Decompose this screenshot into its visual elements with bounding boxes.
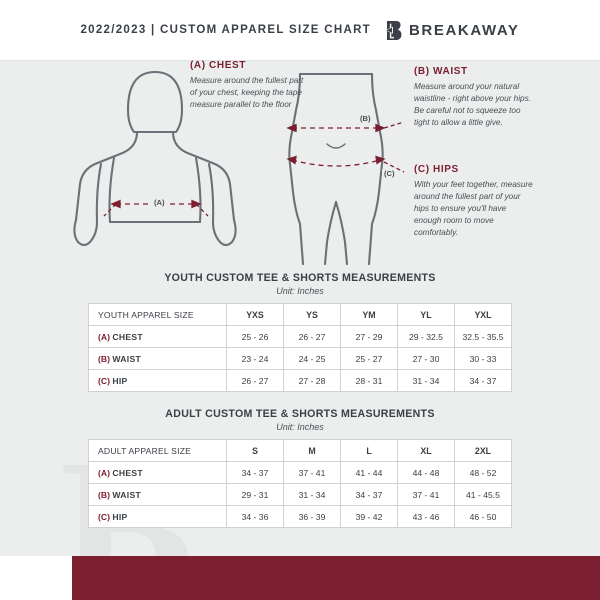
adult-hip-2xl: 46 - 50: [455, 506, 512, 528]
adult-row-chest-label: [89, 462, 227, 484]
adult-row-chest-name: CHEST: [112, 467, 143, 478]
adult-size-section: [88, 408, 512, 528]
youth-hip-yxl: 34 - 37: [455, 370, 512, 392]
youth-row-header: YOUTH APPAREL SIZE: [89, 304, 227, 326]
brand-lockup: [385, 20, 520, 41]
adult-waist-xl: 37 - 41: [398, 484, 455, 506]
adult-chest-s: 34 - 37: [227, 462, 284, 484]
footer-accent-bar: [72, 556, 600, 600]
adult-section-title: ADULT CUSTOM TEE & SHORTS MEASUREMENTS: [165, 408, 435, 420]
callout-chest: [190, 60, 310, 111]
tag-a: (A): [98, 331, 110, 342]
callout-chest-title: (A) CHEST: [190, 60, 246, 71]
tag-b: (B): [98, 489, 110, 500]
hips-measure-label: (C): [384, 169, 395, 178]
youth-chest-yl: 29 - 32.5: [398, 326, 455, 348]
adult-row-hip-label: [89, 506, 227, 528]
callout-chest-body: Measure around the fullest part of your chest, keeping the tape measure parallel to the floor: [190, 76, 304, 109]
adult-hip-m: 36 - 39: [284, 506, 341, 528]
table-row: [89, 462, 512, 484]
youth-chest-yxs: 25 - 26: [227, 326, 284, 348]
adult-col-m: M: [284, 440, 341, 462]
youth-row-hip-label: [89, 370, 227, 392]
youth-col-yxl: YXL: [455, 304, 512, 326]
adult-waist-s: 29 - 31: [227, 484, 284, 506]
adult-chest-xl: 44 - 48: [398, 462, 455, 484]
adult-row-header: ADULT APPAREL SIZE: [89, 440, 227, 462]
adult-waist-m: 31 - 34: [284, 484, 341, 506]
adult-row-waist-name: WAIST: [112, 489, 142, 500]
youth-row-hip-name: HIP: [112, 375, 128, 386]
adult-section-subtitle: Unit: Inches: [276, 422, 324, 432]
adult-waist-l: 34 - 37: [341, 484, 398, 506]
breakaway-b-logo-icon: [385, 20, 402, 41]
adult-waist-2xl: 41 - 45.5: [455, 484, 512, 506]
adult-hip-xl: 43 - 46: [398, 506, 455, 528]
adult-row-waist-label: [89, 484, 227, 506]
youth-waist-ys: 24 - 25: [284, 348, 341, 370]
youth-hip-yxs: 26 - 27: [227, 370, 284, 392]
tag-c: (C): [98, 511, 110, 522]
adult-chest-l: 41 - 44: [341, 462, 398, 484]
callout-hips-body: With your feet together, measure around the fullest part of your hips to ensure you'll have enough room to move comfortably.: [414, 180, 533, 237]
adult-size-table: [88, 439, 512, 528]
adult-hip-s: 34 - 36: [227, 506, 284, 528]
youth-chest-yxl: 32.5 - 35.5: [455, 326, 512, 348]
callout-hips: [414, 164, 534, 238]
youth-row-chest-label: [89, 326, 227, 348]
table-header-row: [89, 304, 512, 326]
youth-section-subtitle: Unit: Inches: [276, 286, 324, 296]
youth-section-title: YOUTH CUSTOM TEE & SHORTS MEASUREMENTS: [164, 272, 436, 284]
youth-col-yxs: YXS: [227, 304, 284, 326]
brand-name: BREAKAWAY: [409, 21, 520, 39]
adult-chest-m: 37 - 41: [284, 462, 341, 484]
chest-measure-label: (A): [154, 198, 165, 207]
page-title: 2022/2023 | CUSTOM APPAREL SIZE CHART: [80, 24, 371, 36]
youth-hip-ys: 27 - 28: [284, 370, 341, 392]
adult-col-xl: XL: [398, 440, 455, 462]
table-row: [89, 484, 512, 506]
youth-col-ym: YM: [341, 304, 398, 326]
youth-size-table: [88, 303, 512, 392]
adult-col-2xl: 2XL: [455, 440, 512, 462]
youth-chest-ym: 27 - 29: [341, 326, 398, 348]
callout-waist: [414, 66, 534, 129]
callout-hips-title: (C) HIPS: [414, 164, 459, 175]
adult-col-l: L: [341, 440, 398, 462]
waist-measure-label: (B): [360, 114, 371, 123]
youth-waist-yxl: 30 - 33: [455, 348, 512, 370]
youth-row-waist-label: [89, 348, 227, 370]
callout-waist-body: Measure around your natural waistline - right above your hips. Be careful not to squeeze too tight to allow a little give.: [414, 82, 531, 127]
youth-size-section: [88, 272, 512, 392]
waist-measure-arrow: [288, 122, 404, 131]
adult-chest-2xl: 48 - 52: [455, 462, 512, 484]
table-row: [89, 370, 512, 392]
youth-hip-ym: 28 - 31: [341, 370, 398, 392]
adult-col-s: S: [227, 440, 284, 462]
table-row: [89, 506, 512, 528]
table-row: [89, 326, 512, 348]
callout-waist-title: (B) WAIST: [414, 66, 468, 77]
adult-hip-l: 39 - 42: [341, 506, 398, 528]
table-row: [89, 348, 512, 370]
youth-row-waist-name: WAIST: [112, 353, 142, 364]
tag-b: (B): [98, 353, 110, 364]
youth-waist-yl: 27 - 30: [398, 348, 455, 370]
youth-col-yl: YL: [398, 304, 455, 326]
table-header-row: [89, 440, 512, 462]
youth-chest-ys: 26 - 27: [284, 326, 341, 348]
tag-a: (A): [98, 467, 110, 478]
youth-hip-yl: 31 - 34: [398, 370, 455, 392]
youth-waist-yxs: 23 - 24: [227, 348, 284, 370]
header-content: [80, 20, 519, 41]
youth-waist-ym: 25 - 27: [341, 348, 398, 370]
youth-row-chest-name: CHEST: [112, 331, 143, 342]
tag-c: (C): [98, 375, 110, 386]
measurement-diagram: [0, 52, 600, 272]
adult-row-hip-name: HIP: [112, 511, 128, 522]
youth-col-ys: YS: [284, 304, 341, 326]
